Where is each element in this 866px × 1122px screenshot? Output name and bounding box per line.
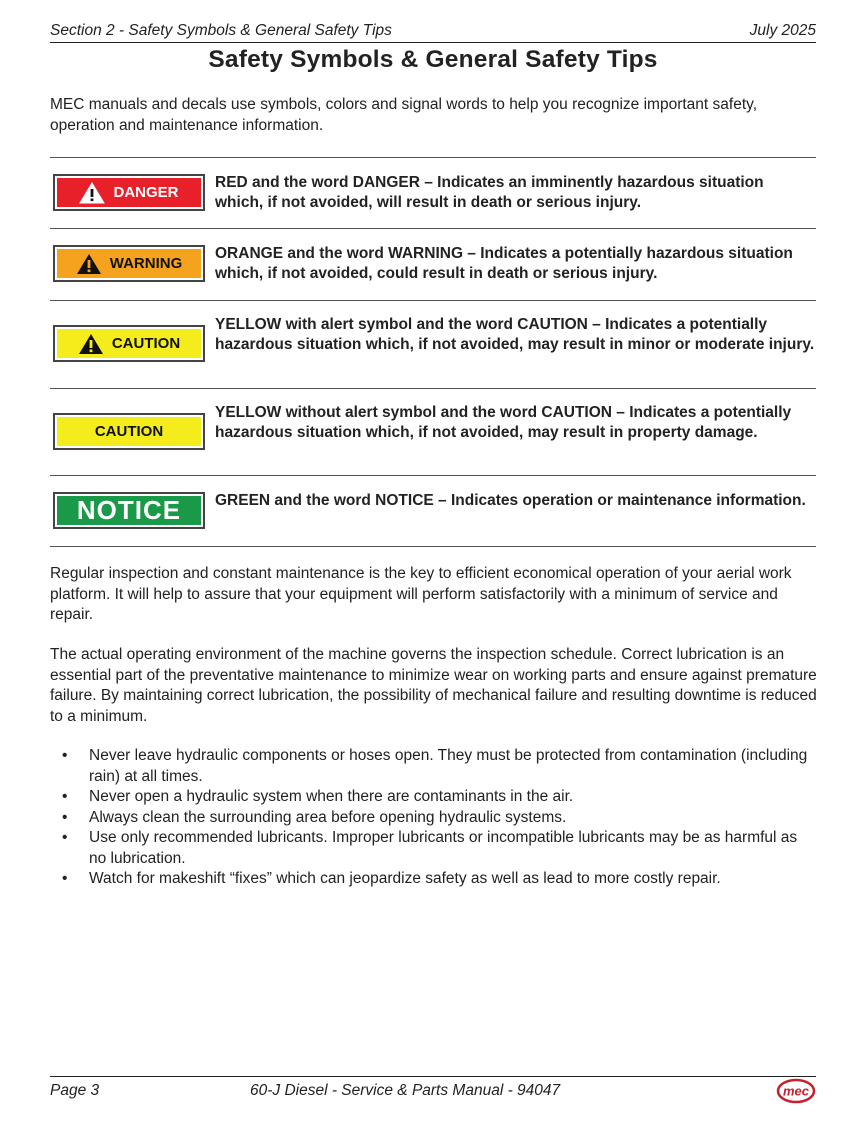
page-number: Page 3 xyxy=(50,1082,100,1099)
list-item-text: Never open a hydraulic system when there are contaminants in the air. xyxy=(89,788,574,805)
svg-text:mec: mec xyxy=(782,1083,810,1099)
caution-decal xyxy=(53,413,205,450)
page-header xyxy=(50,22,816,43)
symbol-row-warning xyxy=(50,228,816,300)
list-item xyxy=(50,746,810,787)
list-item-text: Use only recommended lubricants. Improper lubricants or incompatible lubricants may be as harmful as no lubrication. xyxy=(89,829,798,867)
caution-label: CAUTION xyxy=(94,423,164,440)
warning-decal xyxy=(53,245,205,282)
caution-decal-fill xyxy=(57,417,201,446)
alert-triangle-icon xyxy=(79,182,105,204)
list-item xyxy=(50,787,810,808)
caution-alert-description: YELLOW with alert symbol and the word CAUTION – Indicates a potentially hazardous situation which, if not avoided, may result in minor or moderate injury. xyxy=(215,316,815,353)
warning-label: WARNING xyxy=(109,255,183,272)
notice-decal-fill xyxy=(57,496,201,525)
danger-decal xyxy=(53,174,205,211)
caution-description: YELLOW without alert symbol and the word CAUTION – Indicates a potentially hazardous situation which, if not avoided, may result in property damage. xyxy=(215,404,792,441)
list-item xyxy=(50,869,810,890)
bullet-icon: • xyxy=(62,870,68,887)
maintenance-paragraph: Regular inspection and constant maintenance is the key to efficient economical operation of your aerial work platform. It will help to assure that your equipment will perform satisfactorily with a minimum of service and repair. xyxy=(50,565,792,623)
bullet-icon: • xyxy=(62,829,68,846)
notice-decal xyxy=(53,492,205,529)
caution-alert-decal xyxy=(53,325,205,362)
mec-logo-icon xyxy=(776,1077,816,1105)
bullet-icon: • xyxy=(62,808,68,826)
page-footer xyxy=(50,1076,816,1107)
safety-symbols-table xyxy=(50,157,816,547)
caution-alert-label: CAUTION xyxy=(111,335,181,352)
warning-description: ORANGE and the word WARNING – Indicates a potentially hazardous situation which, if not avoided, could result in death or serious injury. xyxy=(215,245,793,282)
warning-decal-fill xyxy=(57,249,201,278)
danger-decal-fill xyxy=(57,178,201,207)
manual-title: 60-J Diesel - Service & Parts Manual - 94047 xyxy=(250,1082,561,1099)
alert-triangle-icon xyxy=(78,333,104,355)
list-item xyxy=(50,828,810,869)
lubrication-paragraph: The actual operating environment of the machine governs the inspection schedule. Correct lubrication is an essential part of the preventative maintenance to minimize wear on working parts and ensure against premature failure. By maintaining correct lubrication, the possibility of mechanical failure and resulting downtime is reduced to a minimum. xyxy=(50,646,817,725)
notice-description: GREEN and the word NOTICE – Indicates operation or maintenance information. xyxy=(215,492,806,509)
notice-label: NOTICE xyxy=(76,495,182,525)
symbol-row-danger xyxy=(50,157,816,228)
list-item xyxy=(50,808,810,829)
list-item-text: Always clean the surrounding area before opening hydraulic systems. xyxy=(89,808,567,826)
danger-label: DANGER xyxy=(113,184,179,201)
alert-triangle-icon xyxy=(76,253,102,275)
intro-paragraph: MEC manuals and decals use symbols, colors and signal words to help you recognize important safety, operation and maintenance information. xyxy=(50,96,758,134)
danger-description: RED and the word DANGER – Indicates an imminently hazardous situation which, if not avoided, will result in death or serious injury. xyxy=(215,174,764,211)
symbol-row-notice xyxy=(50,475,816,547)
safety-tips-list xyxy=(50,746,810,890)
bullet-icon: • xyxy=(62,747,68,764)
section-label: Section 2 - Safety Symbols & General Safety Tips xyxy=(50,22,392,39)
bullet-icon: • xyxy=(62,788,68,805)
header-date: July 2025 xyxy=(749,22,816,39)
symbol-row-caution xyxy=(50,388,816,475)
symbol-row-caution-alert xyxy=(50,300,816,388)
page-title: Safety Symbols & General Safety Tips xyxy=(208,46,658,73)
caution-alert-decal-fill xyxy=(57,329,201,358)
list-item-text: Watch for makeshift “fixes” which can jeopardize safety as well as lead to more costly repair. xyxy=(89,870,721,887)
list-item-text: Never leave hydraulic components or hoses open. They must be protected from contamination (including rain) at all times. xyxy=(89,747,808,785)
